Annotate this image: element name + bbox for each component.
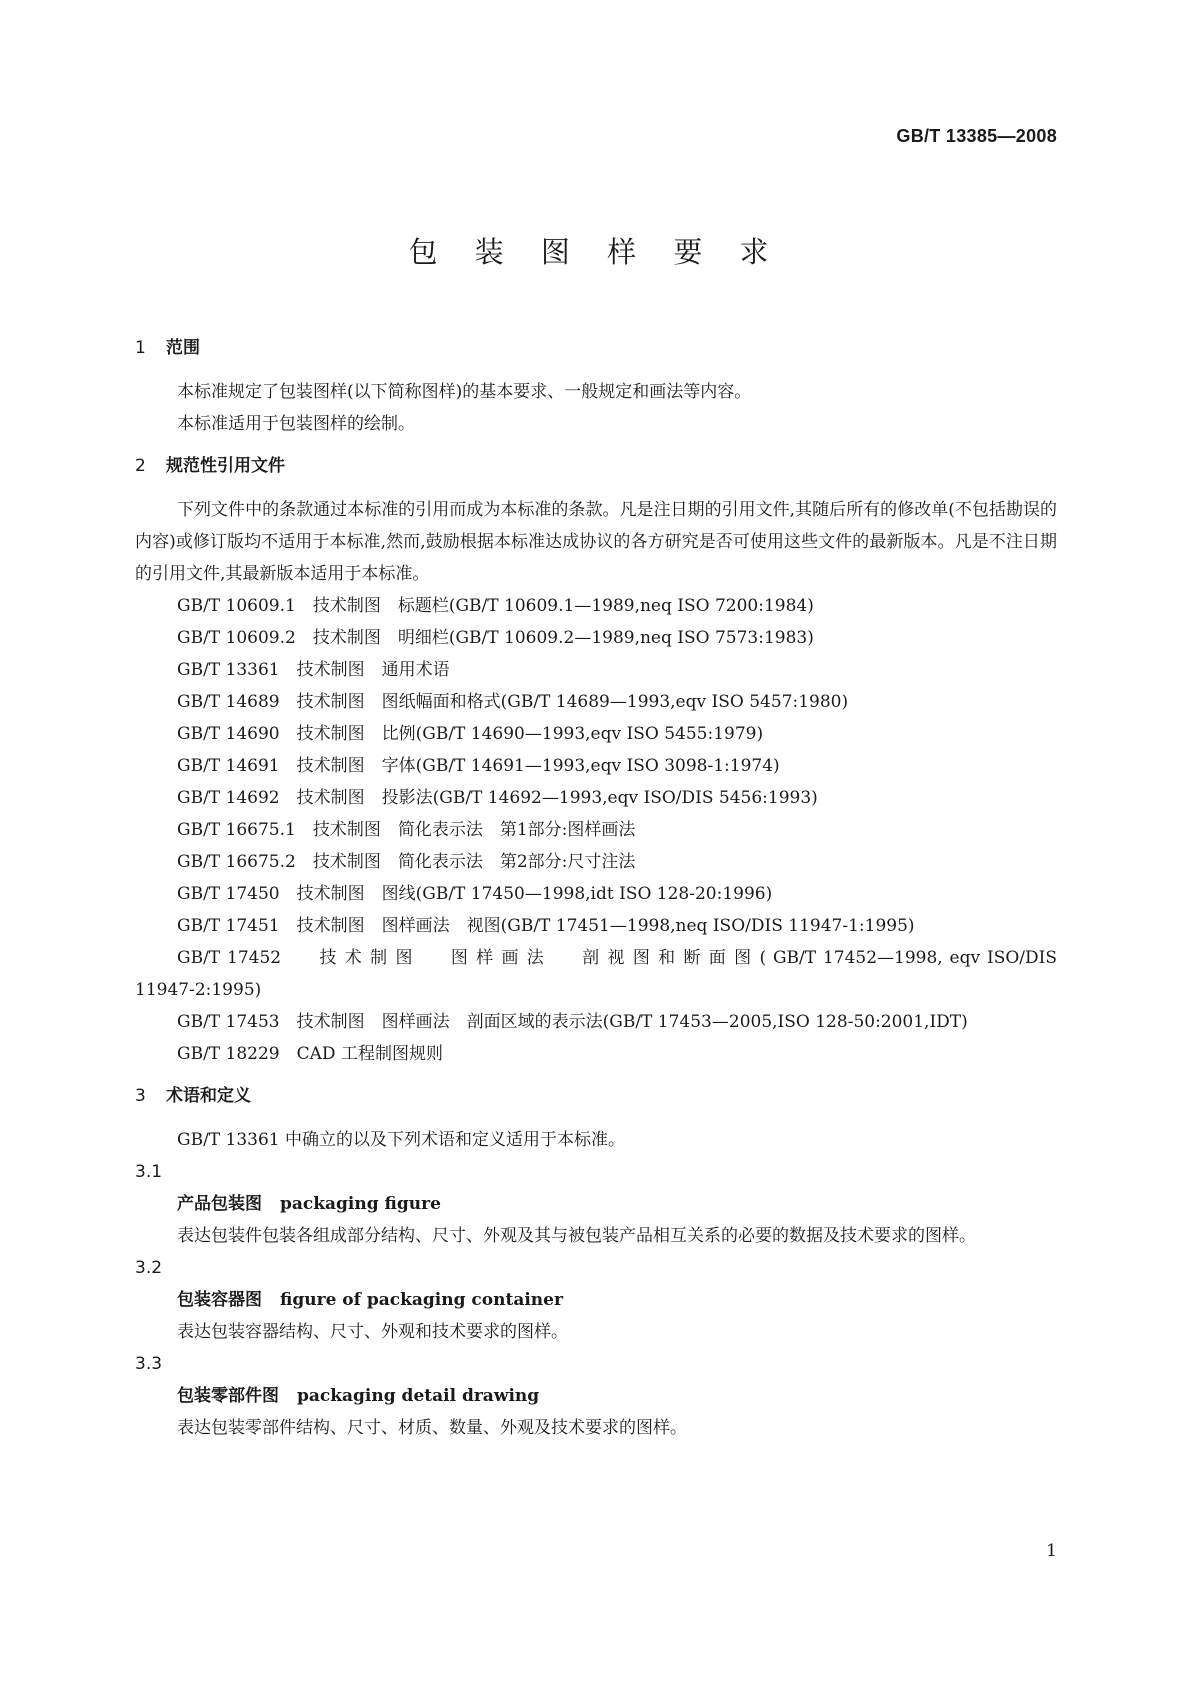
- term-definition: 表达包装零部件结构、尺寸、材质、数量、外观及技术要求的图样。: [177, 1418, 687, 1438]
- reference-item: GB/T 14689 技术制图 图纸幅面和格式(GB/T 14689—1993,eqv ISO 5457:1980): [177, 692, 849, 712]
- paragraph: 本标准适用于包装图样的绘制。: [177, 414, 415, 434]
- term-definition: 表达包装容器结构、尺寸、外观和技术要求的图样。: [177, 1322, 568, 1342]
- reference-item: GB/T 14692 技术制图 投影法(GB/T 14692—1993,eqv ISO/DIS 5456:1993): [177, 788, 818, 808]
- term-zh: 产品包装图: [177, 1194, 262, 1214]
- reference-item: GB/T 14690 技术制图 比例(GB/T 14690—1993,eqv ISO 5455:1979): [177, 724, 764, 744]
- reference-item: GB/T 10609.2 技术制图 明细栏(GB/T 10609.2—1989,neq ISO 7573:1983): [177, 628, 814, 648]
- term-zh: 包装容器图: [177, 1290, 262, 1310]
- document-title: 包 装 图 样 要 求: [408, 235, 783, 269]
- section-number: 1: [135, 338, 146, 358]
- reference-item: GB/T 13361 技术制图 通用术语: [177, 660, 450, 680]
- term-zh: 包装零部件图: [177, 1386, 279, 1406]
- section-title: 规范性引用文件: [166, 456, 285, 476]
- paragraph: 本标准规定了包装图样(以下简称图样)的基本要求、一般规定和画法等内容。: [177, 382, 752, 402]
- section-number: 3: [135, 1086, 146, 1106]
- standard-code: GB/T 13385—2008: [896, 126, 1057, 146]
- term-en: figure of packaging container: [280, 1290, 563, 1310]
- paragraph: GB/T 13361 中确立的以及下列术语和定义适用于本标准。: [177, 1130, 626, 1150]
- term-heading: [135, 1380, 1057, 1412]
- section-title: 术语和定义: [166, 1086, 251, 1106]
- term-definition: 表达包装件包装各组成部分结构、尺寸、外观及其与被包装产品相互关系的必要的数据及技术要求的图样。: [177, 1226, 976, 1246]
- reference-item: GB/T 14691 技术制图 字体(GB/T 14691—1993,eqv ISO 3098-1:1974): [177, 756, 780, 776]
- paragraph: 下列文件中的条款通过本标准的引用而成为本标准的条款。凡是注日期的引用文件,其随后所有的修改单(不包括勘误的内容)或修订版均不适用于本标准,然而,鼓励根据本标准达成协议的各方研究是否可使用这些文件的最新版本。凡是不注日期的引用文件,其最新版本适用于本标准。: [135, 500, 1057, 584]
- section-heading-1: [135, 336, 1057, 360]
- reference-item: GB/T 16675.1 技术制图 简化表示法 第1部分:图样画法: [177, 820, 636, 840]
- reference-item: GB/T 16675.2 技术制图 简化表示法 第2部分:尺寸注法: [177, 852, 636, 872]
- term-heading: [135, 1284, 1057, 1316]
- document-body: [135, 336, 1057, 1444]
- reference-item: GB/T 17451 技术制图 图样画法 视图(GB/T 17451—1998,neq ISO/DIS 11947-1:1995): [177, 916, 915, 936]
- reference-item: GB/T 10609.1 技术制图 标题栏(GB/T 10609.1—1989,neq ISO 7200:1984): [177, 596, 814, 616]
- page-number: 1: [1046, 1541, 1057, 1561]
- reference-item: GB/T 17450 技术制图 图线(GB/T 17450—1998,idt ISO 128-20:1996): [177, 884, 773, 904]
- reference-item: GB/T 17453 技术制图 图样画法 剖面区域的表示法(GB/T 17453—2005,ISO 128-50:2001,IDT): [177, 1012, 968, 1032]
- section-heading-2: [135, 454, 1057, 478]
- section-heading-3: [135, 1084, 1057, 1108]
- reference-item: GB/T 18229 CAD 工程制图规则: [177, 1044, 443, 1064]
- term-en: packaging detail drawing: [297, 1386, 540, 1406]
- term-en: packaging figure: [280, 1194, 441, 1214]
- reference-item: GB/T 17452 技 术 制 图 图 样 画 法 剖 视 图 和 断 面 图 ( GB/T 17452—1998, eqv ISO/DIS 11947-2:1995): [135, 948, 1057, 1000]
- term-number: 3.2: [135, 1258, 163, 1278]
- term-heading: [135, 1188, 1057, 1220]
- term-number: 3.3: [135, 1354, 163, 1374]
- term-number: 3.1: [135, 1162, 163, 1182]
- section-number: 2: [135, 456, 146, 476]
- section-title: 范围: [166, 338, 200, 358]
